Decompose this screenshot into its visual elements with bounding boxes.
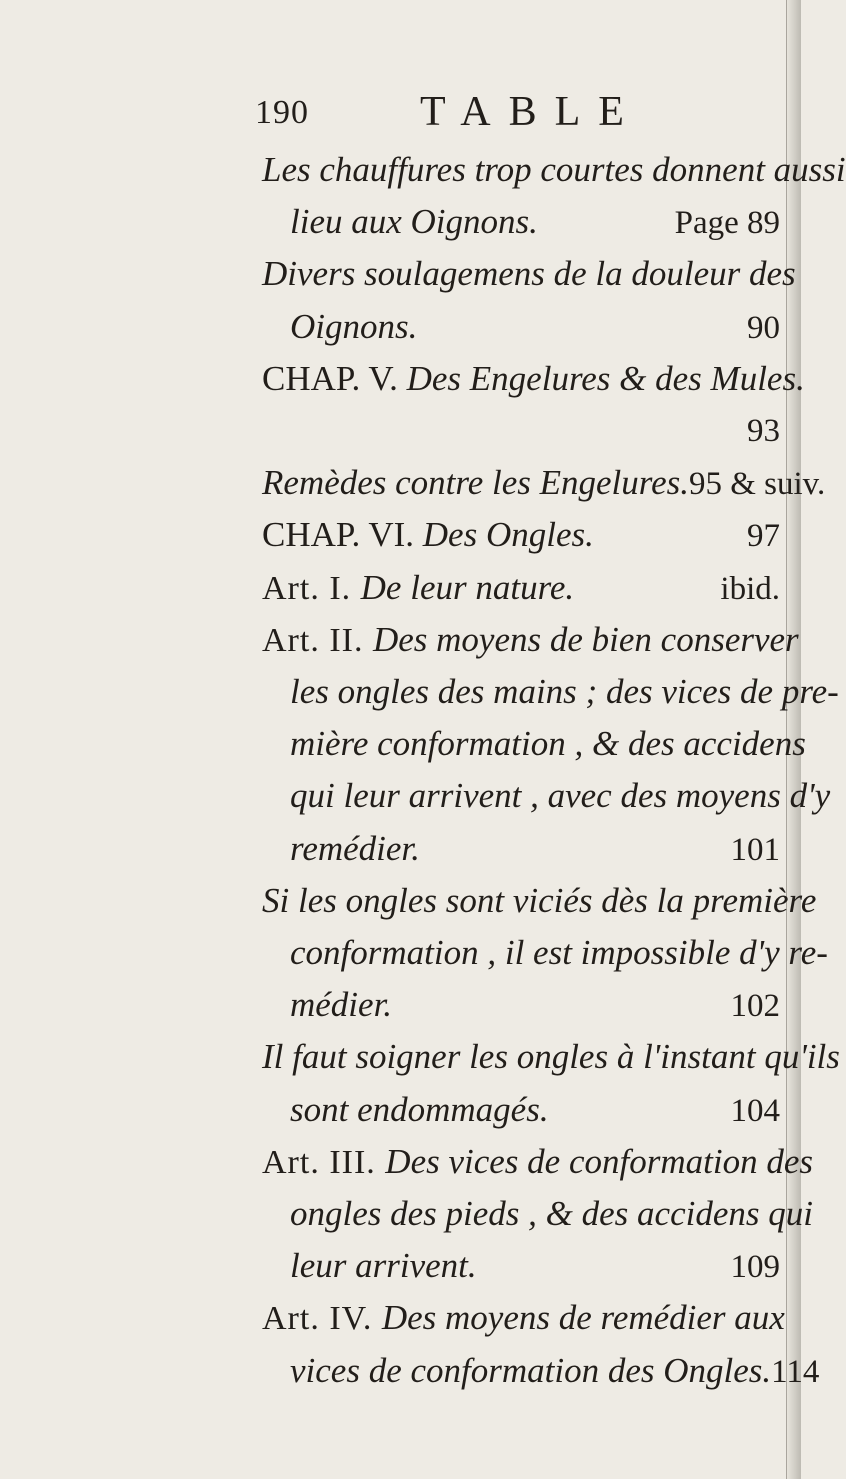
entry-title: mière conformation , & des accidens xyxy=(290,724,806,764)
toc-entry-text xyxy=(262,1294,785,1343)
toc-line xyxy=(262,877,817,925)
entry-title: Des moyens de bien conserver xyxy=(372,619,799,659)
entry-title: De leur nature. xyxy=(360,567,575,607)
toc-entry-text xyxy=(262,250,796,298)
toc-line xyxy=(262,459,826,507)
page-reference: 95 & suiv. xyxy=(689,466,826,503)
toc-line xyxy=(290,772,831,820)
toc-line xyxy=(290,1347,820,1395)
toc-line xyxy=(262,250,796,298)
page-number: 190 xyxy=(255,94,309,131)
toc-entry-text xyxy=(262,616,799,665)
toc-entry-text xyxy=(290,1242,477,1290)
entry-title: lieu aux Oignons. xyxy=(290,202,538,242)
page-reference: 97 xyxy=(747,518,780,555)
entry-title: leur arrivent. xyxy=(290,1246,477,1286)
entry-title: médier. xyxy=(290,985,393,1025)
entry-title: Des Engelures & des Mules. xyxy=(406,358,805,398)
entry-title: Les chauffures trop courtes donnent aussi xyxy=(262,150,846,189)
toc-line xyxy=(262,407,784,455)
toc-line xyxy=(262,1138,813,1186)
section-label: CHAP. V. xyxy=(262,358,407,398)
toc-entry-text xyxy=(290,929,828,977)
page-reference: 101 xyxy=(730,831,780,868)
page-reference: 114 xyxy=(771,1353,820,1390)
section-label: Art. II. xyxy=(262,621,373,659)
toc-line xyxy=(262,355,805,403)
toc-entry-text xyxy=(262,355,805,403)
toc-entry-text xyxy=(262,1033,840,1081)
toc-entry-text xyxy=(290,1190,813,1238)
entry-title: conformation , il est impossible d'y re- xyxy=(290,933,828,972)
toc-line xyxy=(262,511,784,559)
entry-title: Oignons. xyxy=(290,306,418,346)
toc-entry-text xyxy=(290,981,392,1029)
toc-entry-text xyxy=(290,303,417,351)
toc-line xyxy=(290,1086,784,1134)
entry-title: Il faut soigner les ongles à l'instant qu'ils xyxy=(262,1037,840,1077)
toc-entry-text xyxy=(290,720,806,768)
section-label: Art. IV. xyxy=(262,1300,382,1338)
toc-entry-text xyxy=(290,772,830,820)
entry-title: Divers soulagemens de la douleur des xyxy=(262,254,796,294)
toc-entry-text xyxy=(262,146,846,194)
toc-line xyxy=(262,1294,784,1342)
running-title: TABLE xyxy=(420,89,642,135)
toc-line xyxy=(290,720,806,768)
toc-entry-text xyxy=(262,1138,813,1187)
toc-entry-text xyxy=(262,564,574,613)
toc-entry-text xyxy=(262,877,816,925)
page-reference: 104 xyxy=(730,1092,780,1129)
toc-line xyxy=(290,929,828,977)
toc-line xyxy=(262,564,784,612)
entry-title: remédier. xyxy=(290,828,420,868)
toc-line xyxy=(290,198,784,246)
toc-line xyxy=(290,825,784,873)
page-reference: ibid. xyxy=(720,570,780,607)
toc-entry-text xyxy=(262,459,689,507)
page-reference: Page 89 xyxy=(674,205,780,242)
toc-line xyxy=(262,146,846,194)
section-label: Art. III. xyxy=(262,1143,386,1181)
toc-entry-text xyxy=(290,1347,771,1395)
entry-title: Remèdes contre les Engelures. xyxy=(262,463,689,503)
entry-title: sont endommagés. xyxy=(290,1089,549,1129)
entry-title: Des Ongles. xyxy=(422,515,594,555)
page-reference: 109 xyxy=(730,1249,780,1286)
toc-line xyxy=(290,668,839,716)
toc-line xyxy=(262,1033,840,1081)
entry-title: Si les ongles sont viciés dès la première xyxy=(262,880,817,920)
toc-line xyxy=(290,981,784,1029)
entry-title: les ongles des mains ; des vices de pre- xyxy=(290,672,839,711)
toc-entry-text xyxy=(290,198,538,246)
section-label: CHAP. VI. xyxy=(262,515,423,555)
entry-title: vices de conformation des Ongles. xyxy=(290,1350,772,1390)
page-reference: 90 xyxy=(747,309,780,346)
page-reference: 102 xyxy=(730,988,780,1025)
section-label: Art. I. xyxy=(262,569,361,607)
toc-line xyxy=(290,1190,813,1238)
toc-line xyxy=(290,303,784,351)
toc-entry-text xyxy=(262,511,594,559)
toc-entry-text xyxy=(290,1086,549,1134)
toc-entry-text xyxy=(290,825,420,873)
toc-line xyxy=(290,1242,784,1290)
toc-line xyxy=(262,616,799,664)
entry-title: Des moyens de remédier aux xyxy=(381,1298,785,1338)
toc-entry-text xyxy=(290,668,839,716)
entry-title: qui leur arrivent , avec des moyens d'y xyxy=(290,776,831,816)
entry-title: Des vices de conformation des xyxy=(385,1141,813,1181)
entry-title: ongles des pieds , & des accidens qui xyxy=(290,1194,813,1233)
page-reference: 93 xyxy=(747,413,780,449)
